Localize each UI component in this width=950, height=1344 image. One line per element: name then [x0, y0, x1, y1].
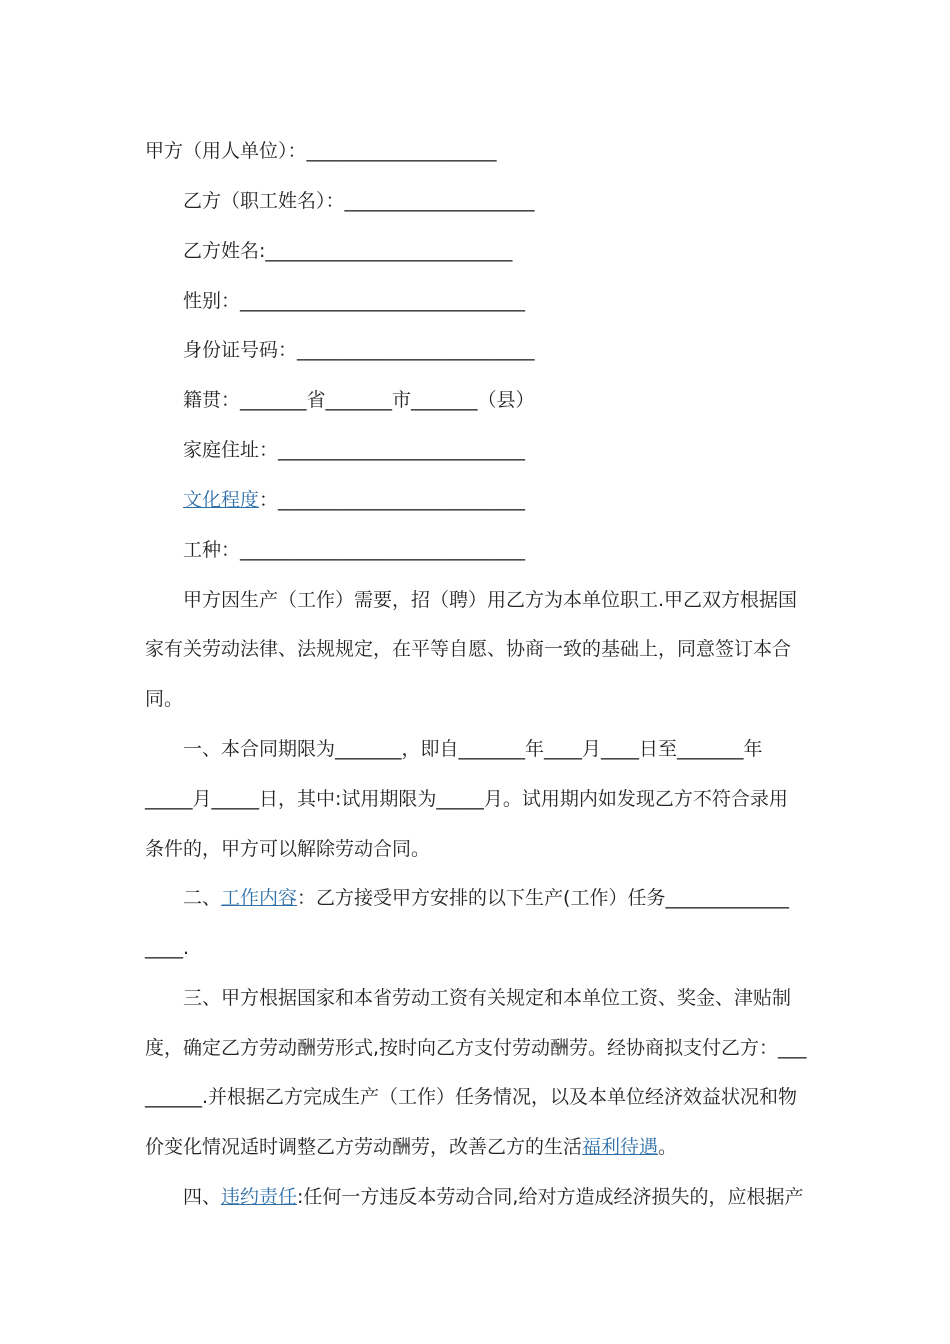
clause-2-prefix: 二、	[183, 887, 222, 909]
education-blank: ：__________________________	[259, 489, 526, 511]
clause-3-line-4	[145, 1135, 677, 1159]
clause-2-line-2: ____.	[145, 937, 190, 959]
name-field: 乙方姓名:__________________________	[183, 240, 513, 262]
id-number-field: 身份证号码：_________________________	[183, 339, 535, 361]
clause-1-line-3: 条件的，甲方可以解除劳动合同。	[145, 838, 431, 860]
clause-4-rest: :任何一方违反本劳动合同,给对方造成经济损失的，应根据产	[297, 1186, 804, 1208]
work-content-link[interactable]: 工作内容	[221, 887, 298, 909]
native-place-field: 籍贯：_______省_______市_______（县）	[183, 389, 535, 411]
education-link[interactable]: 文化程度	[183, 489, 260, 511]
clause-3-line-1: 三、甲方根据国家和本省劳动工资有关规定和本单位工资、奖金、津贴制	[183, 987, 792, 1009]
education-field	[183, 488, 525, 512]
clause-2-line-1	[183, 886, 789, 910]
clause-3-end: 。	[658, 1136, 678, 1158]
job-type-field: 工种：______________________________	[183, 539, 526, 561]
welfare-link[interactable]: 福利待遇	[582, 1136, 659, 1158]
breach-liability-link[interactable]: 违约责任	[221, 1186, 298, 1208]
party-a-field: 甲方（用人单位）：____________________	[145, 140, 497, 162]
clause-1-line-2: _____月_____日，其中:试用期限为_____月。试用期内如发现乙方不符合录用	[145, 788, 788, 810]
clause-3-line-3: ______.并根据乙方完成生产（工作）任务情况，以及本单位经济效益状况和物	[145, 1086, 798, 1108]
clause-1-line-1: 一、本合同期限为_______，即自_______年____月____日至_______年	[183, 738, 763, 760]
clause-3-text: 价变化情况适时调整乙方劳动酬劳，改善乙方的生活	[145, 1136, 583, 1158]
address-field: 家庭住址：__________________________	[183, 439, 526, 461]
intro-line-2: 家有关劳动法律、法规规定，在平等自愿、协商一致的基础上，同意签订本合	[145, 638, 792, 660]
intro-line-1: 甲方因生产（工作）需要，招（聘）用乙方为本单位职工.甲乙双方根据国	[183, 589, 798, 611]
clause-3-line-2: 度，确定乙方劳动酬劳形式,按时向乙方支付劳动酬劳。经协商拟支付乙方：___	[145, 1037, 807, 1059]
clause-4-line-1	[183, 1185, 803, 1209]
intro-line-3: 同。	[145, 688, 184, 710]
party-b-field: 乙方（职工姓名）：____________________	[183, 190, 535, 212]
clause-4-prefix: 四、	[183, 1186, 222, 1208]
clause-2-rest: ：乙方接受甲方安排的以下生产(工作）任务_____________	[297, 887, 789, 909]
gender-field: 性别：______________________________	[183, 290, 526, 312]
